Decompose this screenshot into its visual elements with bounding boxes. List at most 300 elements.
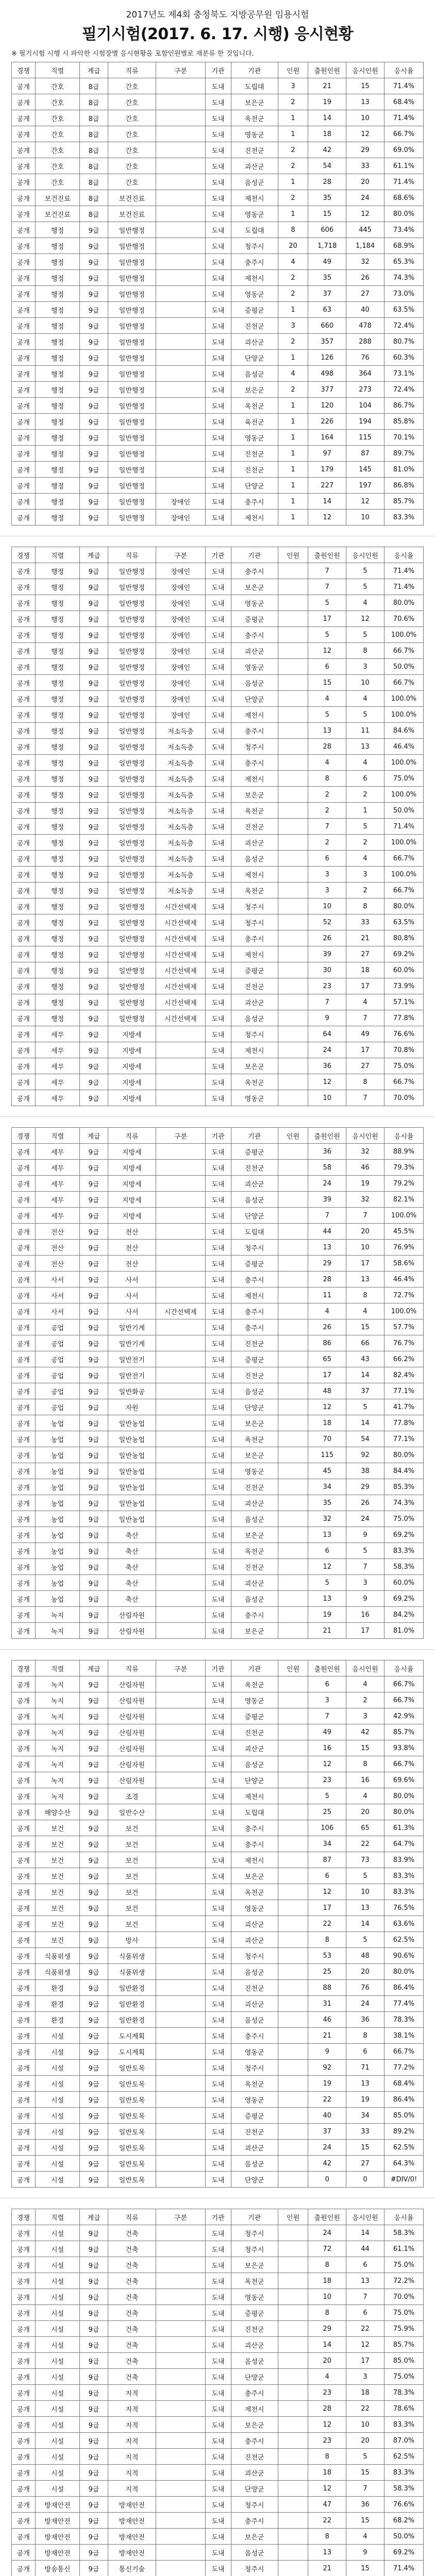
cell-inst: 도립대 (231, 1804, 278, 1820)
cell-seats (278, 1026, 308, 1042)
cell-inst: 청주시 (231, 739, 278, 755)
table-row (12, 611, 424, 627)
cell-jikryeol: 식품위생 (35, 1948, 80, 1964)
cell-gyeong: 공개 (12, 1431, 36, 1447)
cell-grade: 9급 (80, 334, 108, 350)
cell-grade: 9급 (80, 2289, 108, 2305)
cell-takers: 17 (346, 2353, 384, 2369)
cell-rate: 60.3% (384, 350, 423, 366)
cell-applicants: 19 (308, 94, 346, 110)
cell-gubun (156, 2449, 206, 2465)
cell-jikryeol: 행정 (35, 595, 80, 611)
cell-org: 도내 (205, 1692, 231, 1708)
cell-jikryu: 전산 (108, 1256, 156, 1272)
cell-applicants: 18 (308, 2273, 346, 2289)
cell-inst: 옥천군 (231, 398, 278, 414)
cell-applicants: 357 (308, 334, 346, 350)
cell-seats (278, 962, 308, 978)
cell-takers: 43 (346, 1351, 384, 1367)
table-row (12, 1916, 424, 1932)
cell-inst: 제천시 (231, 867, 278, 883)
cell-rate: 80.0% (384, 1788, 423, 1804)
cell-applicants: 13 (308, 1591, 346, 1607)
cell-gubun (156, 2497, 206, 2513)
cell-jikryu: 보건 (108, 1852, 156, 1868)
cell-applicants: 25 (308, 1964, 346, 1980)
cell-jikryeol: 방재안전 (35, 2497, 80, 2513)
cell-seats (278, 1559, 308, 1575)
cell-jikryu: 도시계획 (108, 2044, 156, 2060)
cell-gyeong: 공개 (12, 1980, 36, 1996)
cell-gyeong: 공개 (12, 1884, 36, 1900)
table-row (12, 1208, 424, 1224)
cell-grade: 9급 (80, 1836, 108, 1852)
cell-org: 도내 (205, 2401, 231, 2417)
cell-rate: 70.0% (384, 1090, 423, 1106)
cell-grade: 9급 (80, 2257, 108, 2273)
cell-jikryu: 일반행정 (108, 579, 156, 595)
cell-applicants: 8 (308, 2449, 346, 2465)
cell-jikryu: 지적 (108, 2401, 156, 2417)
column-header-rate: 응시율 (384, 1128, 423, 1144)
column-header-grade: 계급 (80, 2209, 108, 2225)
cell-rate: 89.2% (384, 2124, 423, 2140)
cell-seats (278, 1160, 308, 1176)
cell-rate: 74.3% (384, 270, 423, 286)
table-row (12, 691, 424, 707)
cell-applicants: 2 (308, 787, 346, 803)
cell-jikryeol: 시설 (35, 2028, 80, 2044)
cell-applicants: 5 (308, 627, 346, 643)
cell-jikryu: 식품위생 (108, 1948, 156, 1964)
table-row (12, 286, 424, 302)
table-row (12, 254, 424, 270)
cell-seats: 1 (278, 174, 308, 190)
cell-seats (278, 2321, 308, 2337)
cell-inst: 보은군 (231, 2529, 278, 2545)
cell-applicants: 48 (308, 1383, 346, 1399)
cell-grade: 8급 (80, 206, 108, 222)
cell-grade: 9급 (80, 494, 108, 510)
cell-inst: 제천시 (231, 270, 278, 286)
cell-grade: 9급 (80, 2028, 108, 2044)
table-row (12, 1575, 424, 1591)
cell-inst: 단양군 (231, 1772, 278, 1788)
table-row (12, 1980, 424, 1996)
cell-grade: 9급 (80, 1980, 108, 1996)
cell-org: 도내 (205, 2433, 231, 2449)
cell-rate: 76.9% (384, 1240, 423, 1256)
cell-gubun (156, 382, 206, 398)
cell-gubun (156, 2305, 206, 2321)
cell-seats (278, 2417, 308, 2433)
cell-seats (278, 659, 308, 675)
cell-jikryu: 일반행정 (108, 739, 156, 755)
cell-gubun (156, 78, 206, 94)
column-header-gyeong: 경쟁 (12, 1660, 36, 1676)
table-row (12, 2433, 424, 2449)
cell-gyeong: 공개 (12, 1820, 36, 1836)
cell-takers: 32 (346, 1192, 384, 1208)
cell-grade: 9급 (80, 1948, 108, 1964)
cell-grade: 9급 (80, 510, 108, 526)
cell-inst: 증평군 (231, 1256, 278, 1272)
cell-jikryeol: 시설 (35, 2401, 80, 2417)
cell-rate: 50.0% (384, 659, 423, 675)
cell-grade: 9급 (80, 270, 108, 286)
cell-seats: 1 (278, 478, 308, 494)
cell-rate: 62.5% (384, 1932, 423, 1948)
cell-rate: 85.3% (384, 1479, 423, 1495)
cell-inst: 괴산군 (231, 158, 278, 174)
cell-grade: 9급 (80, 595, 108, 611)
cell-applicants: 11 (308, 1287, 346, 1303)
cell-applicants: 20 (308, 2353, 346, 2369)
table-row (12, 1240, 424, 1256)
cell-gyeong: 공개 (12, 2156, 36, 2172)
cell-inst: 괴산군 (231, 835, 278, 851)
cell-gubun (156, 1724, 206, 1740)
cell-rate: 57.7% (384, 1319, 423, 1335)
cell-applicants: 12 (308, 1074, 346, 1090)
table-row (12, 659, 424, 675)
cell-gubun: 장애인 (156, 579, 206, 595)
table-row (12, 1692, 424, 1708)
table-row (12, 1559, 424, 1575)
cell-gyeong: 공개 (12, 2108, 36, 2124)
cell-rate: 58.3% (384, 1559, 423, 1575)
table-row (12, 723, 424, 739)
cell-inst: 괴산군 (231, 1740, 278, 1756)
cell-org: 도내 (205, 659, 231, 675)
cell-jikryeol: 간호 (35, 174, 80, 190)
cell-seats (278, 1788, 308, 1804)
cell-org: 도내 (205, 2124, 231, 2140)
cell-inst: 충주시 (231, 627, 278, 643)
cell-jikryeol: 행정 (35, 446, 80, 462)
cell-gubun: 장애인 (156, 675, 206, 691)
cell-takers: 5 (346, 819, 384, 835)
cell-jikryu: 방재안전 (108, 2545, 156, 2561)
cell-jikryu: 방재안전 (108, 2529, 156, 2545)
cell-gyeong: 공개 (12, 222, 36, 238)
cell-org: 도내 (205, 883, 231, 899)
cell-org: 도내 (205, 366, 231, 382)
cell-jikryeol: 공업 (35, 1399, 80, 1415)
cell-seats (278, 994, 308, 1010)
cell-grade: 9급 (80, 1788, 108, 1804)
cell-applicants: 0 (308, 2172, 346, 2188)
cell-rate: 66.7% (384, 851, 423, 867)
cell-jikryu: 지적 (108, 2465, 156, 2481)
cell-takers: 20 (346, 1224, 384, 1240)
cell-grade: 9급 (80, 1852, 108, 1868)
cell-gubun (156, 302, 206, 318)
table-row (12, 1948, 424, 1964)
cell-org: 도내 (205, 1772, 231, 1788)
cell-seats (278, 1479, 308, 1495)
cell-gyeong: 공개 (12, 2465, 36, 2481)
cell-jikryeol: 행정 (35, 819, 80, 835)
cell-inst: 음성군 (231, 1591, 278, 1607)
cell-grade: 9급 (80, 994, 108, 1010)
table-row (12, 1820, 424, 1836)
cell-jikryeol: 녹지 (35, 1676, 80, 1692)
cell-jikryeol: 행정 (35, 398, 80, 414)
cell-gyeong: 공개 (12, 2417, 36, 2433)
cell-inst: 보은군 (231, 787, 278, 803)
cell-rate: 71.4% (384, 579, 423, 595)
cell-jikryeol: 행정 (35, 803, 80, 819)
cell-rate: 68.9% (384, 238, 423, 254)
column-header-gubun: 구분 (156, 62, 206, 78)
cell-seats (278, 1836, 308, 1852)
cell-org: 도내 (205, 2289, 231, 2305)
cell-gyeong: 공개 (12, 1900, 36, 1916)
cell-jikryeol: 행정 (35, 962, 80, 978)
cell-gyeong: 공개 (12, 1447, 36, 1463)
cell-takers: 13 (346, 94, 384, 110)
cell-gyeong: 공개 (12, 755, 36, 771)
cell-jikryeol: 행정 (35, 270, 80, 286)
cell-grade: 9급 (80, 1591, 108, 1607)
cell-applicants: 8 (308, 2305, 346, 2321)
cell-org: 도내 (205, 1176, 231, 1192)
cell-gyeong: 공개 (12, 851, 36, 867)
cell-seats (278, 1692, 308, 1708)
table-row (12, 110, 424, 126)
cell-inst: 보은군 (231, 2417, 278, 2433)
cell-jikryu: 보건 (108, 1868, 156, 1884)
cell-grade: 9급 (80, 771, 108, 787)
cell-inst: 진천군 (231, 1479, 278, 1495)
cell-takers: 15 (346, 78, 384, 94)
cell-inst: 괴산군 (231, 2140, 278, 2156)
cell-gyeong: 공개 (12, 867, 36, 883)
cell-jikryeol: 행정 (35, 771, 80, 787)
cell-seats (278, 563, 308, 579)
cell-takers: 24 (346, 1996, 384, 2012)
cell-inst: 음성군 (231, 174, 278, 190)
cell-seats (278, 2385, 308, 2401)
cell-inst: 음성군 (231, 366, 278, 382)
cell-jikryu: 일반화공 (108, 1383, 156, 1399)
cell-gubun (156, 318, 206, 334)
cell-org: 도내 (205, 930, 231, 946)
cell-applicants: 28 (308, 739, 346, 755)
cell-rate: 84.6% (384, 723, 423, 739)
cell-jikryu: 일반행정 (108, 430, 156, 446)
cell-jikryeol: 행정 (35, 659, 80, 675)
table-row (12, 1176, 424, 1192)
cell-org: 도내 (205, 1240, 231, 1256)
cell-org: 도내 (205, 1463, 231, 1479)
cell-jikryeol: 시설 (35, 2417, 80, 2433)
cell-jikryeol: 전산 (35, 1240, 80, 1256)
cell-rate: 66.2% (384, 1351, 423, 1367)
cell-seats (278, 2289, 308, 2305)
cell-gyeong: 공개 (12, 691, 36, 707)
cell-gyeong: 공개 (12, 1756, 36, 1772)
cell-jikryu: 산림자원 (108, 1740, 156, 1756)
column-header-grade: 계급 (80, 1128, 108, 1144)
table-row (12, 1074, 424, 1090)
column-header-gyeong: 경쟁 (12, 62, 36, 78)
cell-takers: 4 (346, 994, 384, 1010)
cell-org: 도내 (205, 1980, 231, 1996)
cell-inst: 단양군 (231, 1399, 278, 1415)
cell-grade: 9급 (80, 1074, 108, 1090)
cell-grade: 9급 (80, 1559, 108, 1575)
cell-jikryeol: 세무 (35, 1058, 80, 1074)
cell-rate: 68.4% (384, 2076, 423, 2092)
cell-takers: 15 (346, 2561, 384, 2576)
cell-applicants: 16 (308, 1740, 346, 1756)
cell-takers: 5 (346, 707, 384, 723)
cell-gubun: 장애인 (156, 611, 206, 627)
cell-org: 도내 (205, 1964, 231, 1980)
cell-rate: 77.4% (384, 1996, 423, 2012)
cell-gubun (156, 2561, 206, 2576)
cell-inst: 충주시 (231, 2385, 278, 2401)
cell-seats: 3 (278, 318, 308, 334)
cell-gubun: 장애인 (156, 595, 206, 611)
cell-gyeong: 공개 (12, 494, 36, 510)
cell-applicants: 13 (308, 1527, 346, 1543)
cell-seats (278, 1303, 308, 1319)
cell-org: 도내 (205, 478, 231, 494)
cell-grade: 9급 (80, 1463, 108, 1479)
cell-applicants: 42 (308, 2156, 346, 2172)
cell-grade: 9급 (80, 398, 108, 414)
cell-seats (278, 2369, 308, 2385)
cell-inst: 옥천군 (231, 1543, 278, 1559)
cell-takers: 20 (346, 174, 384, 190)
cell-grade: 9급 (80, 978, 108, 994)
cell-seats (278, 1740, 308, 1756)
cell-gyeong: 공개 (12, 611, 36, 627)
cell-gubun (156, 2273, 206, 2289)
cell-applicants: 53 (308, 1948, 346, 1964)
table-row (12, 1399, 424, 1415)
cell-gyeong: 공개 (12, 1676, 36, 1692)
cell-gubun (156, 2465, 206, 2481)
cell-rate: 75.0% (384, 1511, 423, 1527)
cell-rate: 85.7% (384, 494, 423, 510)
cell-seats: 1 (278, 446, 308, 462)
results-section (11, 1127, 424, 1639)
cell-applicants: 87 (308, 1852, 346, 1868)
cell-rate: 38.1% (384, 2028, 423, 2044)
cell-seats (278, 2044, 308, 2060)
cell-rate: 100.0% (384, 787, 423, 803)
column-header-gyeong: 경쟁 (12, 1128, 36, 1144)
table-row (12, 1090, 424, 1106)
cell-gyeong: 공개 (12, 1623, 36, 1639)
cell-jikryu: 일반행정 (108, 222, 156, 238)
cell-jikryu: 일반농업 (108, 1447, 156, 1463)
cell-takers: 48 (346, 1948, 384, 1964)
cell-jikryeol: 행정 (35, 611, 80, 627)
cell-takers: 7 (346, 1208, 384, 1224)
cell-org: 도내 (205, 1543, 231, 1559)
cell-rate: 73.4% (384, 222, 423, 238)
cell-jikryu: 일반행정 (108, 930, 156, 946)
cell-org: 도내 (205, 1160, 231, 1176)
cell-takers: 19 (346, 2092, 384, 2108)
cell-grade: 9급 (80, 946, 108, 962)
cell-gyeong: 공개 (12, 675, 36, 691)
cell-takers: 3 (346, 659, 384, 675)
cell-applicants: 26 (308, 930, 346, 946)
cell-rate: 74.3% (384, 1495, 423, 1511)
cell-inst: 제천시 (231, 1042, 278, 1058)
cell-org: 도내 (205, 771, 231, 787)
cell-jikryeol: 시설 (35, 2124, 80, 2140)
cell-org: 도내 (205, 691, 231, 707)
cell-grade: 9급 (80, 238, 108, 254)
cell-jikryeol: 시설 (35, 2172, 80, 2188)
cell-jikryu: 일반행정 (108, 318, 156, 334)
cell-gyeong: 공개 (12, 1058, 36, 1074)
cell-jikryu: 산림자원 (108, 1692, 156, 1708)
cell-applicants: 12 (308, 1559, 346, 1575)
cell-seats (278, 1916, 308, 1932)
cell-gubun (156, 1980, 206, 1996)
column-header-inst: 기관 (231, 2209, 278, 2225)
results-sections (6, 62, 429, 2576)
cell-seats (278, 1884, 308, 1900)
cell-jikryeol: 세무 (35, 1144, 80, 1160)
cell-grade: 9급 (80, 2124, 108, 2140)
cell-applicants: 6 (308, 659, 346, 675)
cell-grade: 9급 (80, 962, 108, 978)
cell-jikryeol: 행정 (35, 1010, 80, 1026)
cell-jikryu: 일반기계 (108, 1319, 156, 1335)
cell-jikryeol: 행정 (35, 707, 80, 723)
cell-inst: 충주시 (231, 1836, 278, 1852)
cell-applicants: 4 (308, 691, 346, 707)
cell-rate: 75.0% (384, 1058, 423, 1074)
cell-seats (278, 2545, 308, 2561)
cell-jikryeol: 보건 (35, 1868, 80, 1884)
cell-jikryu: 건축 (108, 2369, 156, 2385)
cell-gyeong: 공개 (12, 787, 36, 803)
cell-seats (278, 1431, 308, 1447)
cell-inst: 진천군 (231, 142, 278, 158)
cell-seats (278, 2337, 308, 2353)
cell-jikryu: 산림자원 (108, 1724, 156, 1740)
cell-takers: 5 (346, 1932, 384, 1948)
cell-takers: 4 (346, 1303, 384, 1319)
cell-rate: 71.4% (384, 2561, 423, 2576)
table-row (12, 2545, 424, 2561)
cell-rate: 86.8% (384, 478, 423, 494)
cell-applicants: 52 (308, 914, 346, 930)
cell-gyeong: 공개 (12, 302, 36, 318)
table-row (12, 318, 424, 334)
cell-takers: 7 (346, 1010, 384, 1026)
table-row (12, 2257, 424, 2273)
cell-grade: 9급 (80, 1495, 108, 1511)
cell-org: 도내 (205, 978, 231, 994)
cell-org: 도내 (205, 2044, 231, 2060)
cell-gubun: 장애인 (156, 494, 206, 510)
cell-grade: 9급 (80, 2401, 108, 2417)
cell-seats (278, 2433, 308, 2449)
cell-jikryeol: 시설 (35, 2433, 80, 2449)
cell-gubun (156, 1708, 206, 1724)
